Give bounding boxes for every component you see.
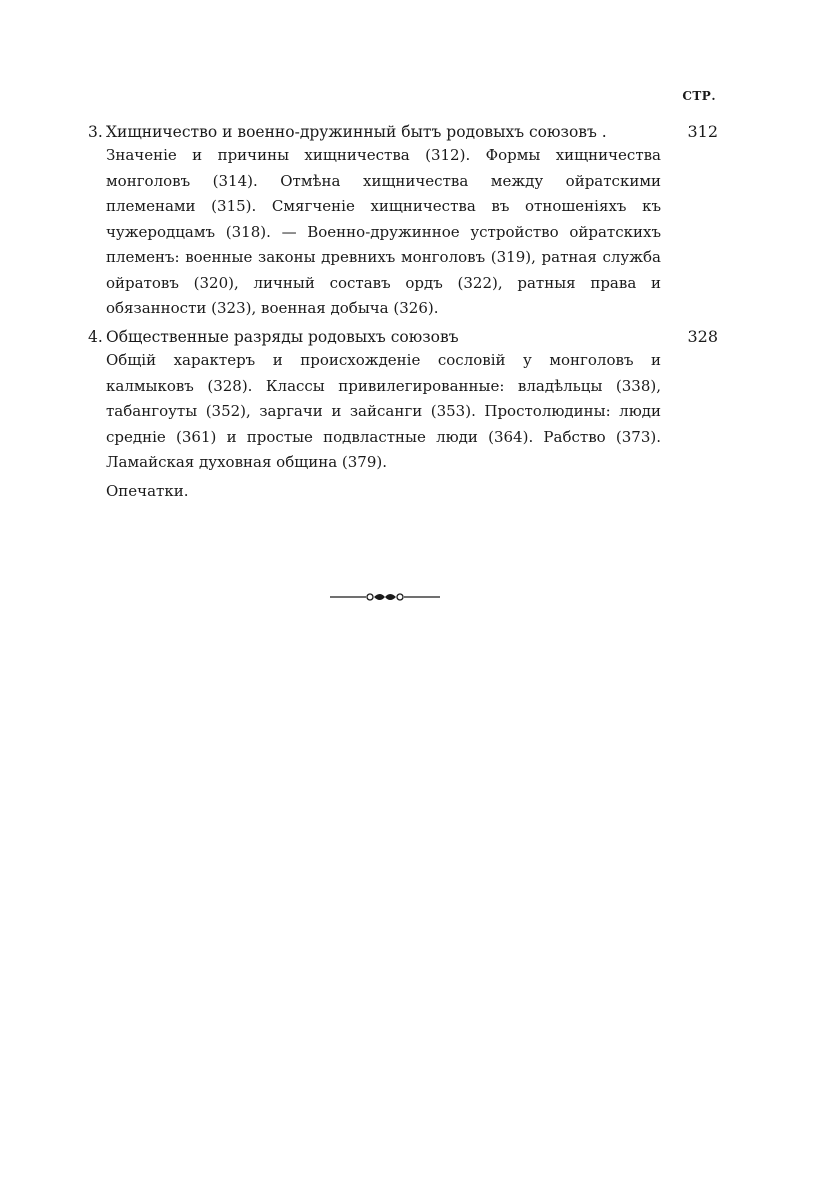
toc-entry-4 <box>88 326 718 476</box>
entry-title: Хищничество и военно-дружинный бытъ родовыхъ союзовъ . <box>106 123 607 141</box>
ornament-divider-icon <box>330 589 440 605</box>
entry-page-number: 328 <box>687 327 718 346</box>
entry-page-number: 312 <box>687 122 718 141</box>
errata-entry: Опечатки. <box>106 482 189 500</box>
entry-number: 3. <box>88 123 103 141</box>
entry-heading <box>88 326 718 348</box>
entry-summary: Общій характеръ и происхожденіе сословій у монголовъ и калмыковъ (328). Классы привилегированные: владѣльцы (338), табангоуты (352), заргачи и зайсанги (353). Простолюдины: люди средніе (361) и простые подвластные люди (364). Рабство (373). Ламайская духовная община (379). <box>106 351 661 471</box>
entry-heading <box>88 121 718 143</box>
toc-entry-3 <box>88 121 718 322</box>
page-column-label: СТР. <box>682 89 716 103</box>
entry-summary: Значеніе и причины хищничества (312). Формы хищничества монголовъ (314). Отмѣна хищничества между ойратскими племенами (315). Смягченіе хищничества въ отношеніяхъ къ чужеродцамъ (318). — Военно-дружинное устройство ойратскихъ племенъ: военные законы древнихъ монголовъ (319), ратная служба ойратовъ (320), личный составъ ордъ (322), ратныя права и обязанности (323), военная добыча (326). <box>106 146 661 317</box>
entry-number: 4. <box>88 328 103 346</box>
entry-title: Общественные разряды родовыхъ союзовъ <box>106 328 459 346</box>
